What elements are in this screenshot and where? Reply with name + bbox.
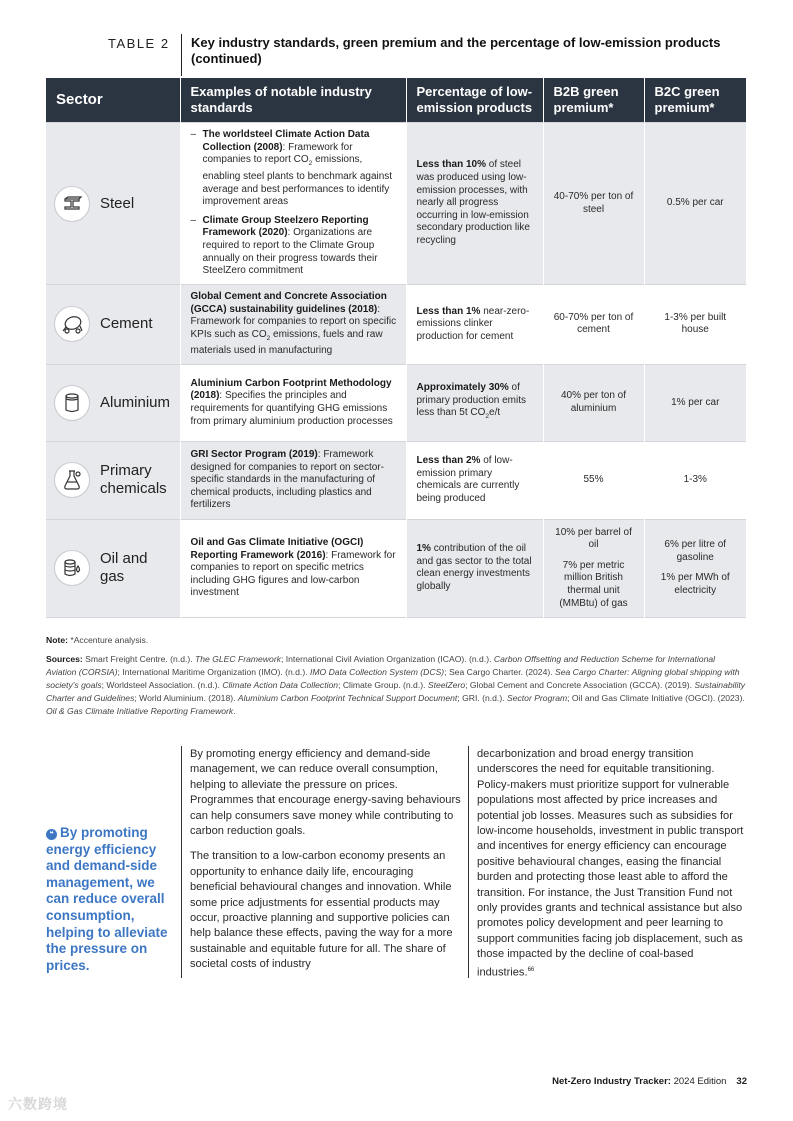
body-paragraph: The transition to a low-carbon economy presents an opportunity to enhance daily life, encouraging beneficial behavioural changes and innovation. While some price adjustments for essential products may occur, proactive planning and supportive policies can help balance these effects, paving the way for a more sustainable and equitable future for all. The share of societal costs of industry (190, 850, 453, 971)
sector-cell (46, 123, 180, 285)
table-row (46, 519, 746, 617)
table-notes (46, 634, 746, 724)
b2c-cell: 1-3% (644, 441, 746, 519)
page-footer (552, 1076, 747, 1087)
b2c-cell: 6% per litre of gasoline 1% per MWh of electricity (644, 519, 746, 617)
percentage-cell: Less than 1% near-zero-emissions clinker production for cement (406, 285, 543, 365)
percentage-cell: Less than 10% of steel was produced using low-emission processes, with nearly all progress occurring in low-emission secondary production like recycling (406, 123, 543, 285)
sector-name: Primary chemicals (100, 462, 167, 498)
table-title: Key industry standards, green premium and the percentage of low-emission products (continued) (191, 35, 721, 66)
standards-cell: Global Cement and Concrete Association (GCCA) sustainability guidelines (2018): Framework for companies to report on specific KPIs such as $CO_2$ emissions, fuels and raw materials used in manufacturing (180, 285, 406, 365)
steel-beam-icon (54, 186, 90, 222)
oil-barrel-icon (54, 550, 90, 586)
sector-cell (46, 441, 180, 519)
body-column-left (190, 747, 462, 983)
percentage-cell: Less than 2% of low-emission primary chemicals are currently being produced (406, 441, 543, 519)
percentage-cell: Approximately 30% of primary production emits less than 5t $CO_2e/t$ (406, 364, 543, 441)
b2b-cell: 60-70% per ton of cement (543, 285, 644, 365)
chemical-bottle-icon (54, 462, 90, 498)
col-header-sector: Sector (46, 78, 180, 123)
body-paragraph: By promoting energy efficiency and demand-side management, we can reduce overall consumption, helping to alleviate the pressure on prices. Programmes that encourage energy-saving behaviours can help consumers save money while contributing to carbon reduction goals. (190, 748, 461, 838)
b2c-cell: 1% per car (644, 364, 746, 441)
sector-cell (46, 519, 180, 617)
b2b-cell: 40-70% per ton of steel (543, 123, 644, 285)
sector-name: Aluminium (100, 393, 171, 411)
standards-cell: GRI Sector Program (2019): Framework designed for companies to report on sector-specific standards in the manufacturing of chemical products, including plastics and fertilizers (180, 441, 406, 519)
sources-line: Sources: Smart Freight Centre. (n.d.). The GLEC Framework; International Civil Aviation Organization (ICAO). (n.d.). Carbon Offsetting and Reduction Scheme for International Aviation (CORSIA); International Maritime Organization (IMO). (n.d.). IMO Data Collection System (DCS); Sea Cargo Charter. (2024). Sea Cargo Charter: Aligning global shipping with society's goals; Worldsteel Association. (n.d.). Climate Action Data Collection; Climate Group. (n.d.). SteelZero; Global Cement and Concrete Association (GCCA). (2019). Sustainability Charter and Guidelines; World Aluminium. (2018). Aluminium Carbon Footprint Technical Support Document; GRI. (n.d.). Sector Program; Oil and Gas Climate Initiative (OGCI). (2023). Oil & Gas Climate Initiative Reporting Framework. (46, 654, 746, 716)
standard-item: – Climate Group Steelzero Reporting Framework (2020): Organizations are required to report to the Climate Group annually on their progress towards their SteelZero commitment (191, 215, 398, 278)
standards-cell (180, 123, 406, 285)
pull-quote: ❝ By promoting energy efficiency and demand-side management, we can reduce overall consumption, helping to alleviate the pressure on prices. (46, 825, 168, 973)
col-header-b2c: B2C green premium* (644, 78, 746, 123)
standard-item: – The worldsteel Climate Action Data Collection (2008): Framework for companies to report $CO_2$ emissions, enabling steel plants to benchmark against average and best performances to identify improvement areas (191, 129, 398, 209)
b2c-cell: 0.5% per car (644, 123, 746, 285)
standards-table (46, 78, 746, 618)
publication-title: Net-Zero Industry Tracker: (552, 1076, 671, 1087)
watermark: 六数跨境 (8, 1096, 68, 1112)
page-number: 32 (736, 1076, 747, 1087)
standards-cell: Aluminium Carbon Footprint Methodology (2018): Specifies the principles and requirements for quantifying GHG emissions from primary aluminium production processes (180, 364, 406, 441)
cement-mixer-icon (54, 306, 90, 342)
sector-cell (46, 364, 180, 441)
note-line: Note: *Accenture analysis. (46, 635, 149, 645)
sector-name: Cement (100, 315, 153, 333)
column-divider (468, 746, 469, 978)
b2b-cell: 10% per barrel of oil 7% per metric million British thermal unit (MMBtu) of gas (543, 519, 644, 617)
sector-name: Steel (100, 194, 135, 212)
sector-cell (46, 285, 180, 365)
body-column-right (477, 747, 749, 991)
b2b-cell: 40% per ton of aluminium (543, 364, 644, 441)
table-row (46, 285, 746, 365)
footnote-ref: 66 (527, 966, 535, 973)
body-paragraph: decarbonization and broad energy transition underscores the need for equitable transitioning. Policy-makers must prioritize support for vulnerable populations most affected by price increases and potential job losses. Measures such as subsidies for low-income households, investment in public transport and incentives for energy efficiency can encourage positive behavioural changes, easing the financial burden and protecting those least able to afford the transition. For instance, the Just Transition Fund not only provides grants and technical assistance but also promotes policy development and peer learning to support communities facing job displacement, such as those impacted by the decline of coal-based industries.$^{66}$ (477, 748, 744, 979)
edition: 2024 Edition (670, 1076, 727, 1087)
col-header-b2b: B2B green premium* (543, 78, 644, 123)
percentage-cell: 1% contribution of the oil and gas sector to the total clean energy investments globally (406, 519, 543, 617)
table-row (46, 441, 746, 519)
b2c-cell: 1-3% per built house (644, 285, 746, 365)
title-divider (181, 34, 182, 76)
sector-name: Oil and gas (100, 550, 148, 586)
table-row (46, 364, 746, 441)
table-label: TABLE 2 (108, 36, 170, 51)
aluminium-can-icon (54, 385, 90, 421)
table-row (46, 123, 746, 285)
standards-cell: Oil and Gas Climate Initiative (OGCI) Reporting Framework (2016): Framework for companies to report on specific metrics including GHG figures and low-carbon investment (180, 519, 406, 617)
column-divider (181, 746, 182, 978)
col-header-standards: Examples of notable industry standards (180, 78, 406, 123)
table-header-row (46, 78, 746, 123)
b2b-cell: 55% (543, 441, 644, 519)
quote-icon: ❝ (46, 829, 57, 840)
col-header-percentage: Percentage of low-emission products (406, 78, 543, 123)
